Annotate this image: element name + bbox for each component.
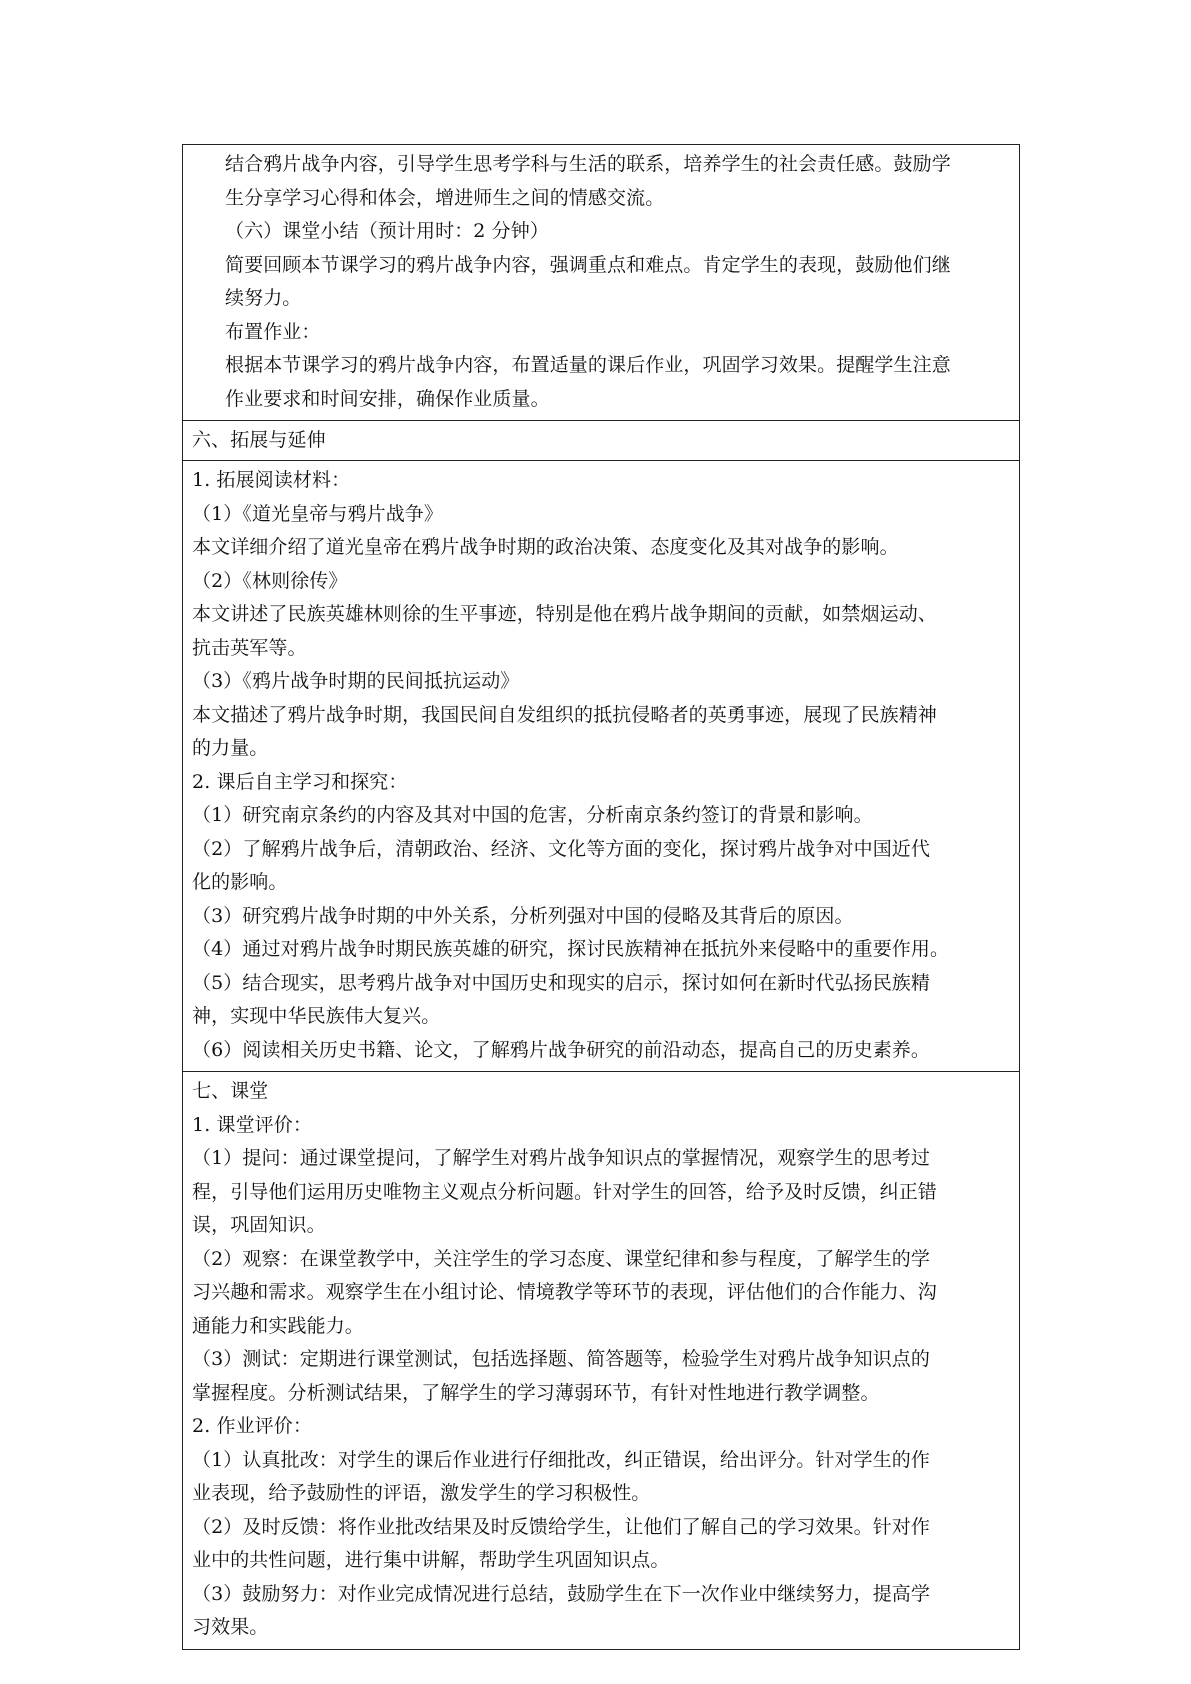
paragraph-line: 生分享学习心得和体会，增进师生之间的情感交流。 bbox=[225, 186, 665, 209]
paragraph-line: 误，巩固知识。 bbox=[192, 1214, 326, 1236]
paragraph-line: 业中的共性问题，进行集中讲解，帮助学生巩固知识点。 bbox=[192, 1549, 670, 1571]
list-item: （2）《林则徐传》 bbox=[192, 569, 348, 592]
paragraph-line: 习兴趣和需求。观察学生在小组讨论、情境教学等环节的表现，评估他们的合作能力、沟 bbox=[192, 1281, 937, 1303]
list-item: （3）《鸦片战争时期的民间抵抗运动》 bbox=[192, 670, 520, 692]
paragraph-line: 简要回顾本节课学习的鸦片战争内容，强调重点和难点。肯定学生的表现，鼓励他们继 bbox=[225, 253, 951, 276]
paragraph-line: 业表现，给予鼓励性的评语，激发学生的学习积极性。 bbox=[192, 1482, 651, 1504]
list-heading: 2. 作业评价： bbox=[192, 1415, 312, 1437]
list-item: （3）鼓励努力：对作业完成情况进行总结，鼓励学生在下一次作业中继续努力，提高学 bbox=[192, 1582, 930, 1605]
list-item: （1）《道光皇帝与鸦片战争》 bbox=[192, 502, 443, 525]
paragraph-line: 本文描述了鸦片战争时期，我国民间自发组织的抵抗侵略者的英勇事迹，展现了民族精神 bbox=[192, 703, 937, 726]
paragraph-line: 作业要求和时间安排，确保作业质量。 bbox=[225, 387, 550, 410]
paragraph-line: 程，引导他们运用历史唯物主义观点分析问题。针对学生的回答，给予及时反馈，纠正错 bbox=[192, 1180, 937, 1203]
paragraph-line: 习效果。 bbox=[192, 1616, 269, 1638]
teaching-process-cell bbox=[183, 145, 1019, 420]
paragraph-line: 神，实现中华民族伟大复兴。 bbox=[192, 1005, 441, 1027]
list-item: （2）观察：在课堂教学中，关注学生的学习态度、课堂纪律和参与程度，了解学生的学 bbox=[192, 1247, 930, 1270]
section-title: 六、拓展与延伸 bbox=[192, 429, 326, 451]
paragraph-line: 续努力。 bbox=[225, 287, 302, 309]
list-heading: 1. 课堂评价： bbox=[192, 1113, 312, 1136]
list-item: （1）研究南京条约的内容及其对中国的危害，分析南京条约签订的背景和影响。 bbox=[192, 804, 873, 826]
list-item: （3）测试：定期进行课堂测试，包括选择题、简答题等，检验学生对鸦片战争知识点的 bbox=[192, 1348, 930, 1370]
paragraph-line: 结合鸦片战争内容，引导学生思考学科与生活的联系，培养学生的社会责任感。鼓励学 bbox=[225, 153, 951, 175]
lesson-plan-table bbox=[182, 144, 1020, 1650]
list-item: （5）结合现实，思考鸦片战争对中国历史和现实的启示，探讨如何在新时代弘扬民族精 bbox=[192, 971, 930, 994]
extension-content-cell bbox=[183, 460, 1019, 1071]
paragraph-line: 通能力和实践能力。 bbox=[192, 1314, 364, 1337]
paragraph-line: 根据本节课学习的鸦片战争内容，布置适量的课后作业，巩固学习效果。提醒学生注意 bbox=[225, 354, 951, 376]
paragraph-line: 的力量。 bbox=[192, 737, 269, 759]
paragraph-line: 布置作业： bbox=[225, 320, 321, 343]
classroom-evaluation-cell bbox=[183, 1071, 1019, 1649]
paragraph-line: 本文讲述了民族英雄林则徐的生平事迹，特别是他在鸦片战争期间的贡献，如禁烟运动、 bbox=[192, 603, 937, 625]
section-heading: （六）课堂小结（预计用时：2 分钟） bbox=[225, 220, 549, 242]
list-item: （2）及时反馈：将作业批改结果及时反馈给学生，让他们了解自己的学习效果。针对作 bbox=[192, 1515, 930, 1538]
paragraph-line: 抗击英军等。 bbox=[192, 636, 307, 659]
paragraph-line: 化的影响。 bbox=[192, 871, 288, 893]
list-item: （2）了解鸦片战争后，清朝政治、经济、文化等方面的变化，探讨鸦片战争对中国近代 bbox=[192, 837, 930, 860]
list-item: （4）通过对鸦片战争时期民族英雄的研究，探讨民族精神在抵抗外来侵略中的重要作用。 bbox=[192, 938, 950, 960]
list-item: （3）研究鸦片战争时期的中外关系，分析列强对中国的侵略及其背后的原因。 bbox=[192, 904, 854, 927]
list-heading: 2. 课后自主学习和探究： bbox=[192, 770, 408, 793]
section-title: 七、课堂 bbox=[192, 1080, 269, 1102]
list-heading: 1. 拓展阅读材料： bbox=[192, 469, 351, 491]
list-item: （1）提问：通过课堂提问，了解学生对鸦片战争知识点的掌握情况，观察学生的思考过 bbox=[192, 1147, 930, 1169]
paragraph-line: 掌握程度。分析测试结果，了解学生的学习薄弱环节，有针对性地进行教学调整。 bbox=[192, 1381, 880, 1404]
list-item: （6）阅读相关历史书籍、论文，了解鸦片战争研究的前沿动态，提高自己的历史素养。 bbox=[192, 1038, 930, 1061]
paragraph-line: 本文详细介绍了道光皇帝在鸦片战争时期的政治决策、态度变化及其对战争的影响。 bbox=[192, 536, 899, 558]
list-item: （1）认真批改：对学生的课后作业进行仔细批改，纠正错误，给出评分。针对学生的作 bbox=[192, 1448, 930, 1471]
extension-heading-cell bbox=[183, 420, 1019, 460]
